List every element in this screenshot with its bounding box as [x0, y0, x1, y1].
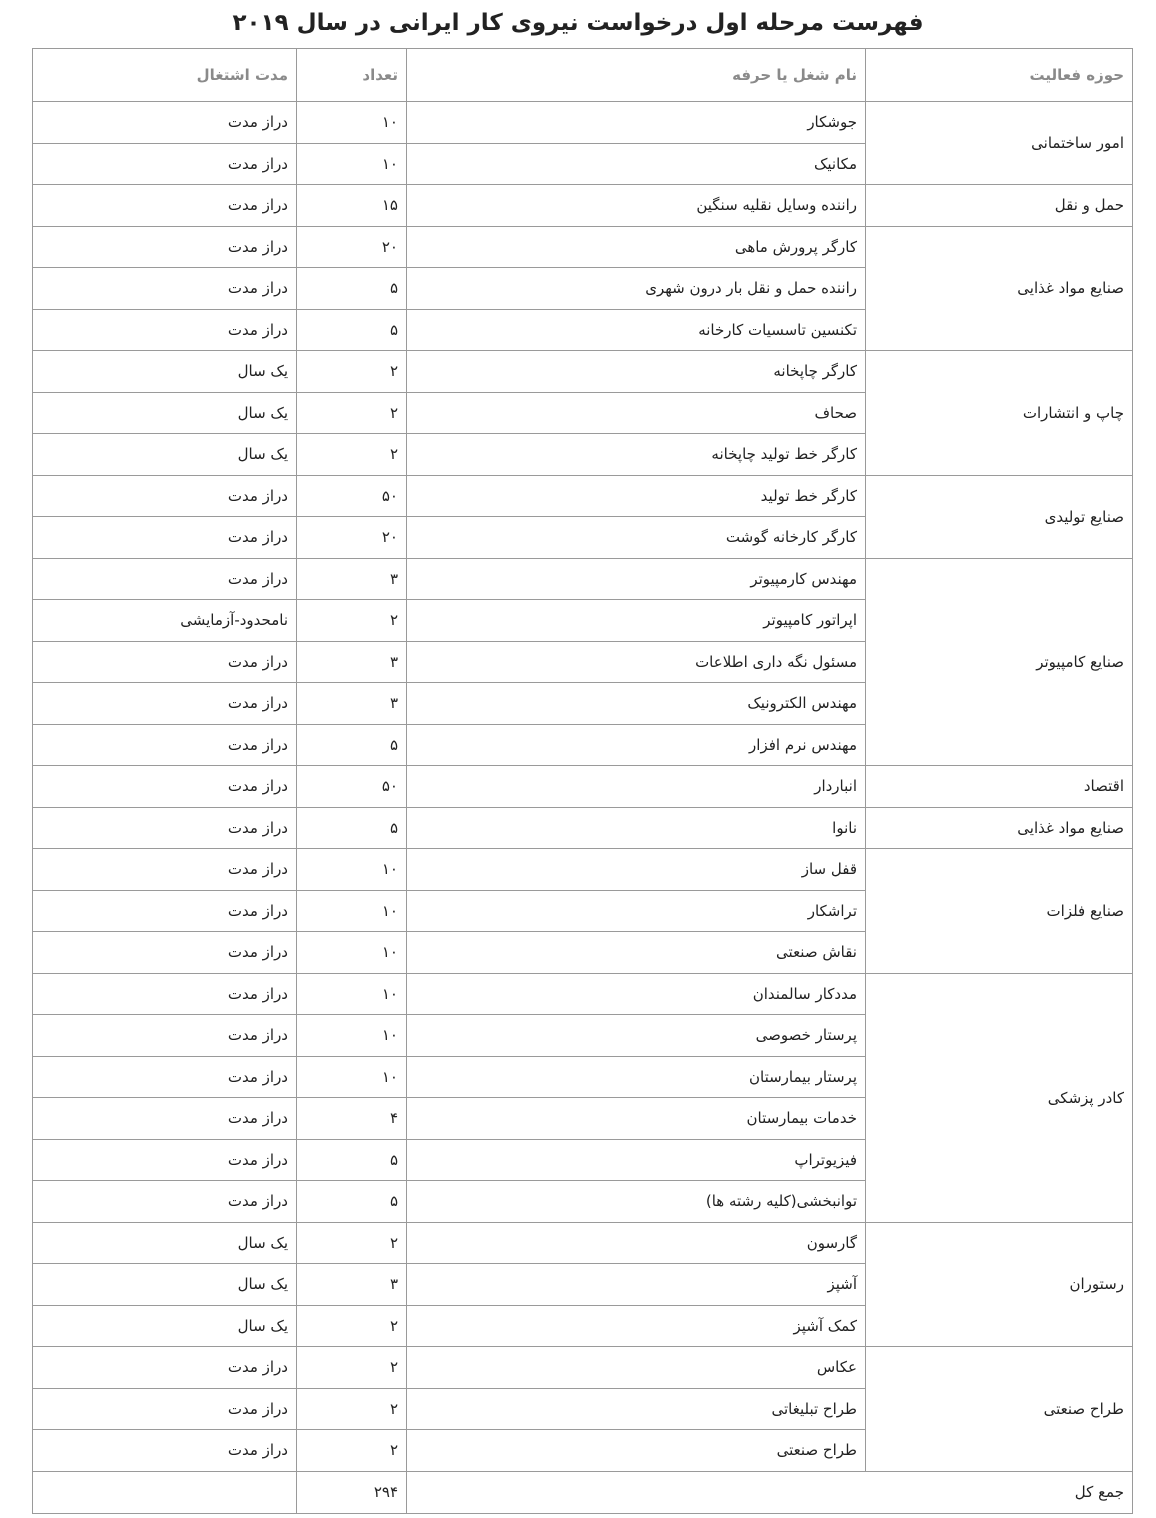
- duration-cell: دراز مدت: [33, 973, 297, 1015]
- duration-cell: دراز مدت: [33, 1098, 297, 1140]
- duration-cell: یک سال: [33, 1305, 297, 1347]
- total-row: [33, 1471, 1133, 1513]
- job-cell: تراشکار: [407, 890, 866, 932]
- field-cell: صنایع کامپیوتر: [866, 558, 1133, 766]
- table-row: [33, 558, 1133, 600]
- count-cell: ۳: [297, 683, 407, 725]
- count-cell: ۱۰: [297, 973, 407, 1015]
- job-cell: خدمات بیمارستان: [407, 1098, 866, 1140]
- count-cell: ۱۰: [297, 932, 407, 974]
- total-label: جمع کل: [407, 1471, 1133, 1513]
- duration-cell: یک سال: [33, 1264, 297, 1306]
- count-cell: ۲: [297, 1388, 407, 1430]
- job-cell: تکنسین تاسسیات کارخانه: [407, 309, 866, 351]
- count-cell: ۲: [297, 351, 407, 393]
- table-row: [33, 1222, 1133, 1264]
- job-cell: آشپز: [407, 1264, 866, 1306]
- duration-cell: دراز مدت: [33, 517, 297, 559]
- duration-cell: دراز مدت: [33, 890, 297, 932]
- table-row: [33, 849, 1133, 891]
- job-cell: مهندس کارمپیوتر: [407, 558, 866, 600]
- count-cell: ۵۰: [297, 766, 407, 808]
- header-job: نام شغل یا حرفه: [407, 49, 866, 102]
- duration-cell: دراز مدت: [33, 226, 297, 268]
- count-cell: ۱۰: [297, 849, 407, 891]
- count-cell: ۲: [297, 434, 407, 476]
- job-cell: انباردار: [407, 766, 866, 808]
- total-empty: [33, 1471, 297, 1513]
- field-cell: اقتصاد: [866, 766, 1133, 808]
- count-cell: ۲: [297, 1430, 407, 1472]
- field-cell: صنایع مواد غذایی: [866, 807, 1133, 849]
- count-cell: ۲: [297, 600, 407, 642]
- duration-cell: یک سال: [33, 1222, 297, 1264]
- count-cell: ۳: [297, 641, 407, 683]
- count-cell: ۲: [297, 1305, 407, 1347]
- count-cell: ۳: [297, 1264, 407, 1306]
- count-cell: ۴: [297, 1098, 407, 1140]
- job-cell: نقاش صنعتی: [407, 932, 866, 974]
- job-cell: طراح تبلیغاتی: [407, 1388, 866, 1430]
- field-cell: طراح صنعتی: [866, 1347, 1133, 1472]
- count-cell: ۲: [297, 1347, 407, 1389]
- duration-cell: دراز مدت: [33, 1015, 297, 1057]
- duration-cell: دراز مدت: [33, 102, 297, 144]
- count-cell: ۵: [297, 724, 407, 766]
- duration-cell: دراز مدت: [33, 807, 297, 849]
- field-cell: صنایع فلزات: [866, 849, 1133, 974]
- job-cell: فیزیوتراپ: [407, 1139, 866, 1181]
- table-row: [33, 807, 1133, 849]
- duration-cell: دراز مدت: [33, 1139, 297, 1181]
- table-row: [33, 973, 1133, 1015]
- table-row: [33, 185, 1133, 227]
- jobs-table: [32, 48, 1133, 1514]
- table-row: [33, 1347, 1133, 1389]
- job-cell: طراح صنعتی: [407, 1430, 866, 1472]
- job-cell: راننده حمل و نقل بار درون شهری: [407, 268, 866, 310]
- duration-cell: دراز مدت: [33, 268, 297, 310]
- total-count: ۲۹۴: [297, 1471, 407, 1513]
- table-row: [33, 226, 1133, 268]
- header-field: حوزه فعالیت: [866, 49, 1133, 102]
- job-cell: جوشکار: [407, 102, 866, 144]
- count-cell: ۲: [297, 1222, 407, 1264]
- count-cell: ۱۵: [297, 185, 407, 227]
- count-cell: ۱۰: [297, 1015, 407, 1057]
- table-body: [33, 102, 1133, 1472]
- duration-cell: دراز مدت: [33, 641, 297, 683]
- table-row: [33, 351, 1133, 393]
- duration-cell: دراز مدت: [33, 1347, 297, 1389]
- field-cell: صنایع مواد غذایی: [866, 226, 1133, 351]
- job-cell: پرستار خصوصی: [407, 1015, 866, 1057]
- job-cell: گارسون: [407, 1222, 866, 1264]
- count-cell: ۵: [297, 1181, 407, 1223]
- table-row: [33, 766, 1133, 808]
- duration-cell: نامحدود-آزمایشی: [33, 600, 297, 642]
- job-cell: پرستار بیمارستان: [407, 1056, 866, 1098]
- job-cell: عکاس: [407, 1347, 866, 1389]
- table-row: [33, 475, 1133, 517]
- job-cell: اپراتور کامپیوتر: [407, 600, 866, 642]
- count-cell: ۵: [297, 268, 407, 310]
- count-cell: ۱۰: [297, 102, 407, 144]
- job-cell: راننده وسایل نقلیه سنگین: [407, 185, 866, 227]
- job-cell: قفل ساز: [407, 849, 866, 891]
- job-cell: نانوا: [407, 807, 866, 849]
- duration-cell: دراز مدت: [33, 475, 297, 517]
- duration-cell: دراز مدت: [33, 1181, 297, 1223]
- count-cell: ۲۰: [297, 517, 407, 559]
- count-cell: ۲: [297, 392, 407, 434]
- job-cell: مکانیک: [407, 143, 866, 185]
- duration-cell: دراز مدت: [33, 766, 297, 808]
- field-cell: کادر پزشکی: [866, 973, 1133, 1222]
- header-count: تعداد: [297, 49, 407, 102]
- job-cell: توانبخشی(کلیه رشته ها): [407, 1181, 866, 1223]
- count-cell: ۵۰: [297, 475, 407, 517]
- count-cell: ۵: [297, 1139, 407, 1181]
- header-row: [33, 49, 1133, 102]
- duration-cell: یک سال: [33, 351, 297, 393]
- duration-cell: دراز مدت: [33, 849, 297, 891]
- job-cell: کارگر چاپخانه: [407, 351, 866, 393]
- count-cell: ۳: [297, 558, 407, 600]
- count-cell: ۵: [297, 807, 407, 849]
- job-cell: کارگر پرورش ماهی: [407, 226, 866, 268]
- duration-cell: دراز مدت: [33, 1430, 297, 1472]
- count-cell: ۱۰: [297, 890, 407, 932]
- duration-cell: دراز مدت: [33, 185, 297, 227]
- duration-cell: دراز مدت: [33, 1056, 297, 1098]
- count-cell: ۵: [297, 309, 407, 351]
- duration-cell: دراز مدت: [33, 683, 297, 725]
- job-cell: صحاف: [407, 392, 866, 434]
- field-cell: رستوران: [866, 1222, 1133, 1347]
- job-cell: مسئول نگه داری اطلاعات: [407, 641, 866, 683]
- page-title: فهرست مرحله اول درخواست نیروی کار ایرانی در سال ۲۰۱۹: [232, 10, 924, 36]
- duration-cell: دراز مدت: [33, 1388, 297, 1430]
- duration-cell: یک سال: [33, 434, 297, 476]
- job-cell: کمک آشپز: [407, 1305, 866, 1347]
- job-cell: کارگر خط تولید چاپخانه: [407, 434, 866, 476]
- job-cell: کارگر خط تولید: [407, 475, 866, 517]
- count-cell: ۲۰: [297, 226, 407, 268]
- duration-cell: دراز مدت: [33, 724, 297, 766]
- field-cell: چاپ و انتشارات: [866, 351, 1133, 476]
- field-cell: امور ساختمانی: [866, 102, 1133, 185]
- duration-cell: دراز مدت: [33, 143, 297, 185]
- count-cell: ۱۰: [297, 1056, 407, 1098]
- field-cell: صنایع تولیدی: [866, 475, 1133, 558]
- header-duration: مدت اشتغال: [33, 49, 297, 102]
- job-cell: کارگر کارخانه گوشت: [407, 517, 866, 559]
- job-cell: مددکار سالمندان: [407, 973, 866, 1015]
- duration-cell: دراز مدت: [33, 558, 297, 600]
- duration-cell: دراز مدت: [33, 932, 297, 974]
- count-cell: ۱۰: [297, 143, 407, 185]
- duration-cell: دراز مدت: [33, 309, 297, 351]
- field-cell: حمل و نقل: [866, 185, 1133, 227]
- job-cell: مهندس نرم افزار: [407, 724, 866, 766]
- duration-cell: یک سال: [33, 392, 297, 434]
- table-row: [33, 102, 1133, 144]
- job-cell: مهندس الکترونیک: [407, 683, 866, 725]
